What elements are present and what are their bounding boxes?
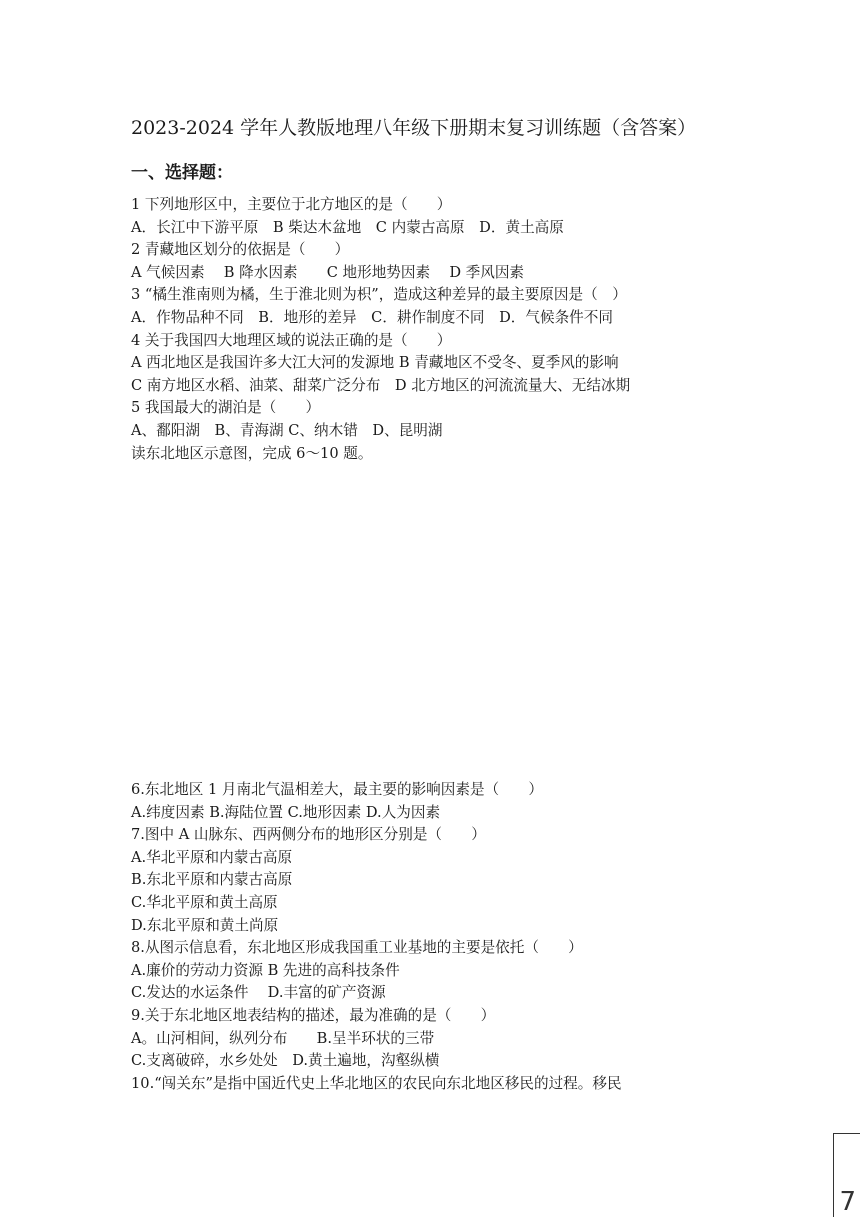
question-line: A。山河相间，纵列分布 B.呈半环状的三带 — [131, 1029, 435, 1047]
section-heading: 一、选择题： — [131, 163, 233, 183]
question-line: 读东北地区示意图，完成 6～10 题。 — [131, 444, 373, 462]
question-line: D.东北平原和黄土尚原 — [131, 916, 279, 934]
question-line: C 南方地区水稻、油菜、甜菜广泛分布 D 北方地区的河流流量大、无结冰期 — [131, 376, 631, 394]
page-corner-frame — [833, 1133, 860, 1217]
question-line: C.发达的水运条件 D.丰富的矿产资源 — [131, 984, 386, 1002]
question-line: C.华北平原和黄土高原 — [131, 893, 278, 911]
question-line: A.纬度因素 B.海陆位置 C.地形因素 D.人为因素 — [131, 803, 441, 821]
question-line: 2 青藏地区划分的依据是（ ） — [131, 241, 350, 259]
question-line: 3 “橘生淮南则为橘，生于淮北则为枳”，造成这种差异的最主要原因是（ ） — [131, 286, 627, 304]
question-line: 9.关于东北地区地表结构的描述，最为准确的是（ ） — [131, 1006, 496, 1024]
question-line: A.廉价的劳动力资源 B 先进的高科技条件 — [131, 961, 400, 979]
question-line: B.东北平原和内蒙古高原 — [131, 871, 293, 889]
questions-block-2 — [131, 779, 771, 1095]
question-line: C.支离破碎，水乡处处 D.黄土遍地，沟壑纵横 — [131, 1052, 440, 1070]
question-line: A．作物品种不同 B．地形的差异 C．耕作制度不同 D．气候条件不同 — [131, 308, 613, 326]
question-line: 4 关于我国四大地理区域的说法正确的是（ ） — [131, 331, 452, 349]
question-line: 1 下列地形区中，主要位于北方地区的是（ ） — [131, 196, 452, 213]
question-line: 6.东北地区 1 月南北气温相差大，最主要的影响因素是（ ） — [131, 781, 543, 798]
question-line: A、鄱阳湖 B、青海湖 C、纳木错 D、昆明湖 — [131, 421, 443, 439]
question-line: A.华北平原和内蒙古高原 — [131, 848, 293, 866]
question-line: 7.图中 A 山脉东、西两侧分布的地形区分别是（ ） — [131, 826, 486, 844]
question-line: 8.从图示信息看，东北地区形成我国重工业基地的主要是依托（ ） — [131, 939, 583, 957]
question-line: A 西北地区是我国许多大江大河的发源地 B 青藏地区不受冬、夏季风的影响 — [131, 354, 619, 372]
question-line: A 气候因素 B 降水因素 C 地形地势因素 D 季风因素 — [131, 263, 525, 281]
page-corner-mark: 7 — [839, 1187, 856, 1217]
document-title: 2023-2024 学年人教版地理八年级下册期末复习训练题（含答案） — [131, 117, 697, 139]
question-line: A．长江中下游平原 B 柴达木盆地 C 内蒙古高原 D．黄土高原 — [131, 218, 564, 236]
questions-block-1 — [131, 194, 771, 465]
question-line: 5 我国最大的湖泊是（ ） — [131, 399, 321, 417]
question-line: 10.“闯关东”是指中国近代史上华北地区的农民向东北地区移民的过程。移民 — [131, 1074, 622, 1092]
